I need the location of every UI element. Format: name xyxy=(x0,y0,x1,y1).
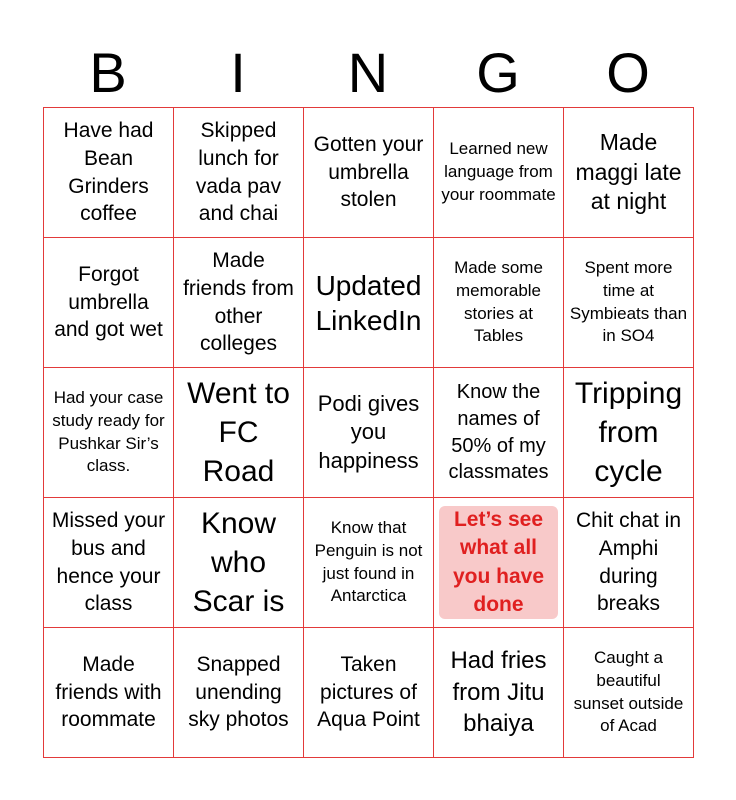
cell-text: Updated LinkedIn xyxy=(315,269,422,336)
bingo-cell[interactable] xyxy=(564,628,694,758)
cell-text: Spent more time at Symbieats than in SO4 xyxy=(569,257,688,346)
header-letter-g: G xyxy=(476,41,520,104)
bingo-cell[interactable] xyxy=(304,238,434,368)
bingo-cell[interactable] xyxy=(564,498,694,628)
header-letter-o: O xyxy=(606,41,650,104)
cell-text: Forgot umbrella and got wet xyxy=(54,262,163,342)
bingo-cell[interactable] xyxy=(174,628,304,758)
cell-text: Made maggi late at night xyxy=(575,128,682,215)
bingo-board xyxy=(43,107,694,758)
bingo-cell[interactable] xyxy=(44,368,174,498)
free-space-cell[interactable] xyxy=(434,498,564,628)
bingo-cell[interactable] xyxy=(434,108,564,238)
bingo-cell[interactable] xyxy=(44,628,174,758)
bingo-cell[interactable] xyxy=(304,108,434,238)
bingo-cell[interactable] xyxy=(174,238,304,368)
cell-text: Missed your bus and hence your class xyxy=(51,508,166,616)
bingo-cell[interactable] xyxy=(174,368,304,498)
bingo-cell[interactable] xyxy=(304,628,434,758)
bingo-cell[interactable] xyxy=(564,108,694,238)
cell-text: Chit chat in Amphi during breaks xyxy=(575,508,682,616)
cell-text: Know the names of 50% of my classmates xyxy=(448,381,549,484)
bingo-header xyxy=(43,40,693,106)
bingo-cell[interactable] xyxy=(44,108,174,238)
bingo-cell[interactable] xyxy=(304,498,434,628)
bingo-cell[interactable] xyxy=(564,368,694,498)
bingo-cell[interactable] xyxy=(434,628,564,758)
cell-text: Went to FC Road xyxy=(187,377,290,488)
cell-text: Know who Scar is xyxy=(192,507,285,618)
cell-text: Made friends from other colleges xyxy=(183,248,294,356)
header-letter-n: N xyxy=(347,41,389,104)
cell-text: Made some memorable stories at Tables xyxy=(454,257,543,346)
header-letter-b: B xyxy=(89,41,127,104)
bingo-cell[interactable] xyxy=(434,368,564,498)
cell-text: Skipped lunch for vada pav and chai xyxy=(195,118,282,226)
bingo-cell[interactable] xyxy=(174,498,304,628)
bingo-cell[interactable] xyxy=(44,498,174,628)
cell-text: Tripping from cycle xyxy=(574,377,683,488)
cell-text: Made friends with roommate xyxy=(55,652,162,732)
cell-text: Snapped unending sky photos xyxy=(188,652,289,732)
bingo-cell[interactable] xyxy=(564,238,694,368)
cell-text: Podi gives you happiness xyxy=(317,390,420,473)
header-letter-i: I xyxy=(230,41,246,104)
free-space-text: Let’s see what all you have done xyxy=(439,506,558,619)
cell-text: Caught a beautiful sunset outside of Acad xyxy=(573,647,684,736)
bingo-cell[interactable] xyxy=(174,108,304,238)
cell-text: Learned new language from your roommate xyxy=(441,139,556,204)
bingo-cell[interactable] xyxy=(434,238,564,368)
cell-text: Know that Penguin is not just found in Antarctica xyxy=(314,517,423,606)
cell-text: Have had Bean Grinders coffee xyxy=(63,118,154,226)
bingo-cell[interactable] xyxy=(44,238,174,368)
cell-text: Had your case study ready for Pushkar Sir’s class. xyxy=(52,387,165,476)
bingo-cell[interactable] xyxy=(304,368,434,498)
cell-text: Gotten your umbrella stolen xyxy=(313,132,424,212)
cell-text: Had fries from Jitu bhaiya xyxy=(450,646,547,738)
cell-text: Taken pictures of Aqua Point xyxy=(317,652,420,732)
